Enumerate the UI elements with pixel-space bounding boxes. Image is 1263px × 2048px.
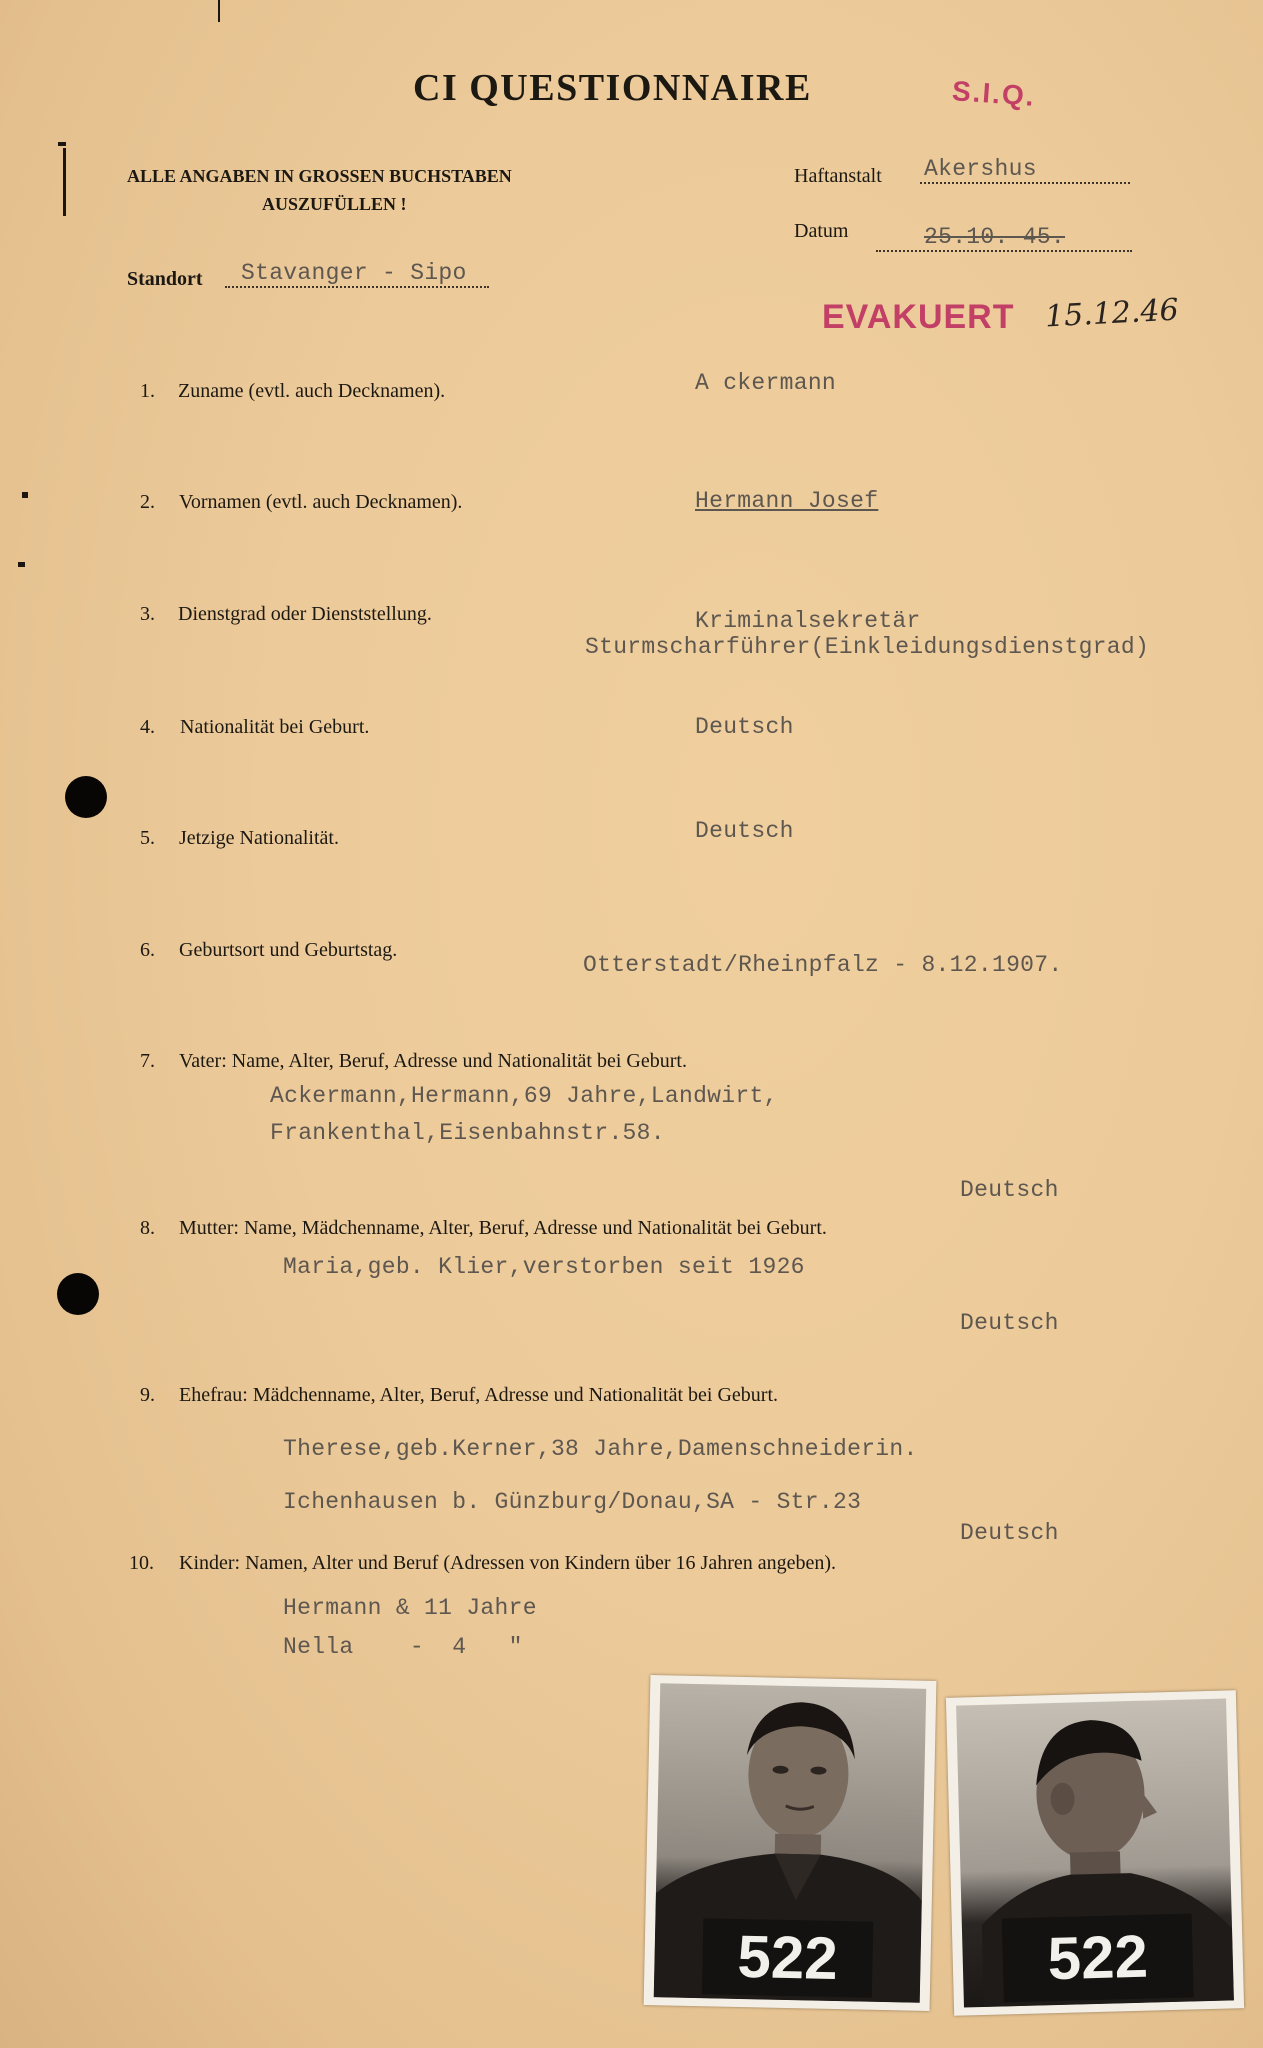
question-3-answer: Kriminalsekretär [695, 608, 921, 634]
question-7-number: 7. [140, 1050, 155, 1072]
question-9-number: 9. [140, 1384, 155, 1406]
datum-value: 25.10. 45. [876, 224, 1132, 252]
question-3-label: Dienstgrad oder Dienststellung. [178, 603, 432, 625]
question-3-answer-line-2: Sturmscharführer(Einkleidungsdienstgrad) [585, 634, 1150, 660]
question-10-label: Kinder: Namen, Alter und Beruf (Adressen von Kindern über 16 Jahren angeben). [179, 1552, 837, 1574]
instruction-line-1: ALLE ANGABEN IN GROSSEN BUCHSTABEN [127, 166, 512, 186]
haftanstalt-value: Akershus [920, 156, 1130, 184]
question-10-number: 10. [129, 1552, 154, 1574]
mugshot-profile-number: 522 [1002, 1913, 1194, 2002]
question-9-nationality: Deutsch [960, 1520, 1059, 1546]
question-4-label: Nationalität bei Geburt. [180, 716, 370, 738]
datum-label: Datum [794, 220, 849, 242]
siq-stamp: S.I.Q. [951, 75, 1037, 112]
margin-mark [22, 492, 28, 498]
question-7-answer-line-2: Frankenthal,Eisenbahnstr.58. [270, 1120, 665, 1146]
question-4-number: 4. [140, 716, 155, 738]
margin-mark [18, 562, 25, 567]
margin-mark [218, 0, 220, 22]
question-3-number: 3. [140, 603, 155, 625]
question-6-answer: Otterstadt/Rheinpfalz - 8.12.1907. [583, 952, 1063, 978]
question-2-answer: Hermann Josef [695, 488, 879, 514]
margin-mark [58, 142, 66, 146]
evakuert-date-handwritten: 15.12.46 [1044, 292, 1180, 335]
question-2-label: Vornamen (evtl. auch Decknamen). [179, 491, 463, 513]
margin-mark [63, 148, 66, 216]
question-8-answer-line-1: Maria,geb. Klier,verstorben seit 1926 [283, 1254, 805, 1280]
question-4-answer: Deutsch [695, 714, 794, 740]
question-5-label: Jetzige Nationalität. [179, 827, 339, 849]
question-10-answer-line-2: Nella - 4 " [283, 1634, 523, 1660]
evakuert-stamp: EVAKUERT [822, 298, 1015, 336]
question-8-nationality: Deutsch [960, 1310, 1059, 1336]
mugshot-profile-photo [946, 1690, 1244, 2015]
question-9-label: Ehefrau: Mädchenname, Alter, Beruf, Adresse und Nationalität bei Geburt. [179, 1384, 779, 1406]
punch-hole-upper [65, 776, 107, 818]
question-1-number: 1. [140, 380, 155, 402]
question-1-answer: A ckermann [695, 370, 837, 396]
punch-hole-lower [57, 1273, 99, 1315]
standort-label: Standort [127, 268, 203, 290]
question-7-answer-line-1: Ackermann,Hermann,69 Jahre,Landwirt, [270, 1083, 778, 1109]
mugshot-front-number: 522 [702, 1918, 874, 1998]
question-9-answer-line-2: Ichenhausen b. Günzburg/Donau,SA - Str.23 [283, 1489, 862, 1515]
standort-value: Stavanger - Sipo [225, 260, 489, 288]
question-9-answer-line-1: Therese,geb.Kerner,38 Jahre,Damenschneiderin. [283, 1436, 918, 1462]
question-7-nationality: Deutsch [960, 1177, 1059, 1203]
question-5-number: 5. [140, 827, 155, 849]
question-8-label: Mutter: Name, Mädchenname, Alter, Beruf, Adresse und Nationalität bei Geburt. [179, 1217, 827, 1239]
form-title: CI QUESTIONNAIRE [413, 67, 812, 109]
question-6-number: 6. [140, 939, 155, 961]
instruction-line-2: AUSZUFÜLLEN ! [262, 194, 407, 214]
question-2-number: 2. [140, 491, 155, 513]
question-1-label: Zuname (evtl. auch Decknamen). [178, 380, 446, 402]
question-7-label: Vater: Name, Alter, Beruf, Adresse und Nationalität bei Geburt. [179, 1050, 687, 1072]
question-10-answer-line-1: Hermann & 11 Jahre [283, 1595, 537, 1621]
question-8-number: 8. [140, 1217, 155, 1239]
mugshot-front-photo [644, 1675, 937, 2011]
haftanstalt-label: Haftanstalt [794, 165, 882, 187]
question-6-label: Geburtsort und Geburtstag. [179, 939, 398, 961]
question-5-answer: Deutsch [695, 818, 794, 844]
